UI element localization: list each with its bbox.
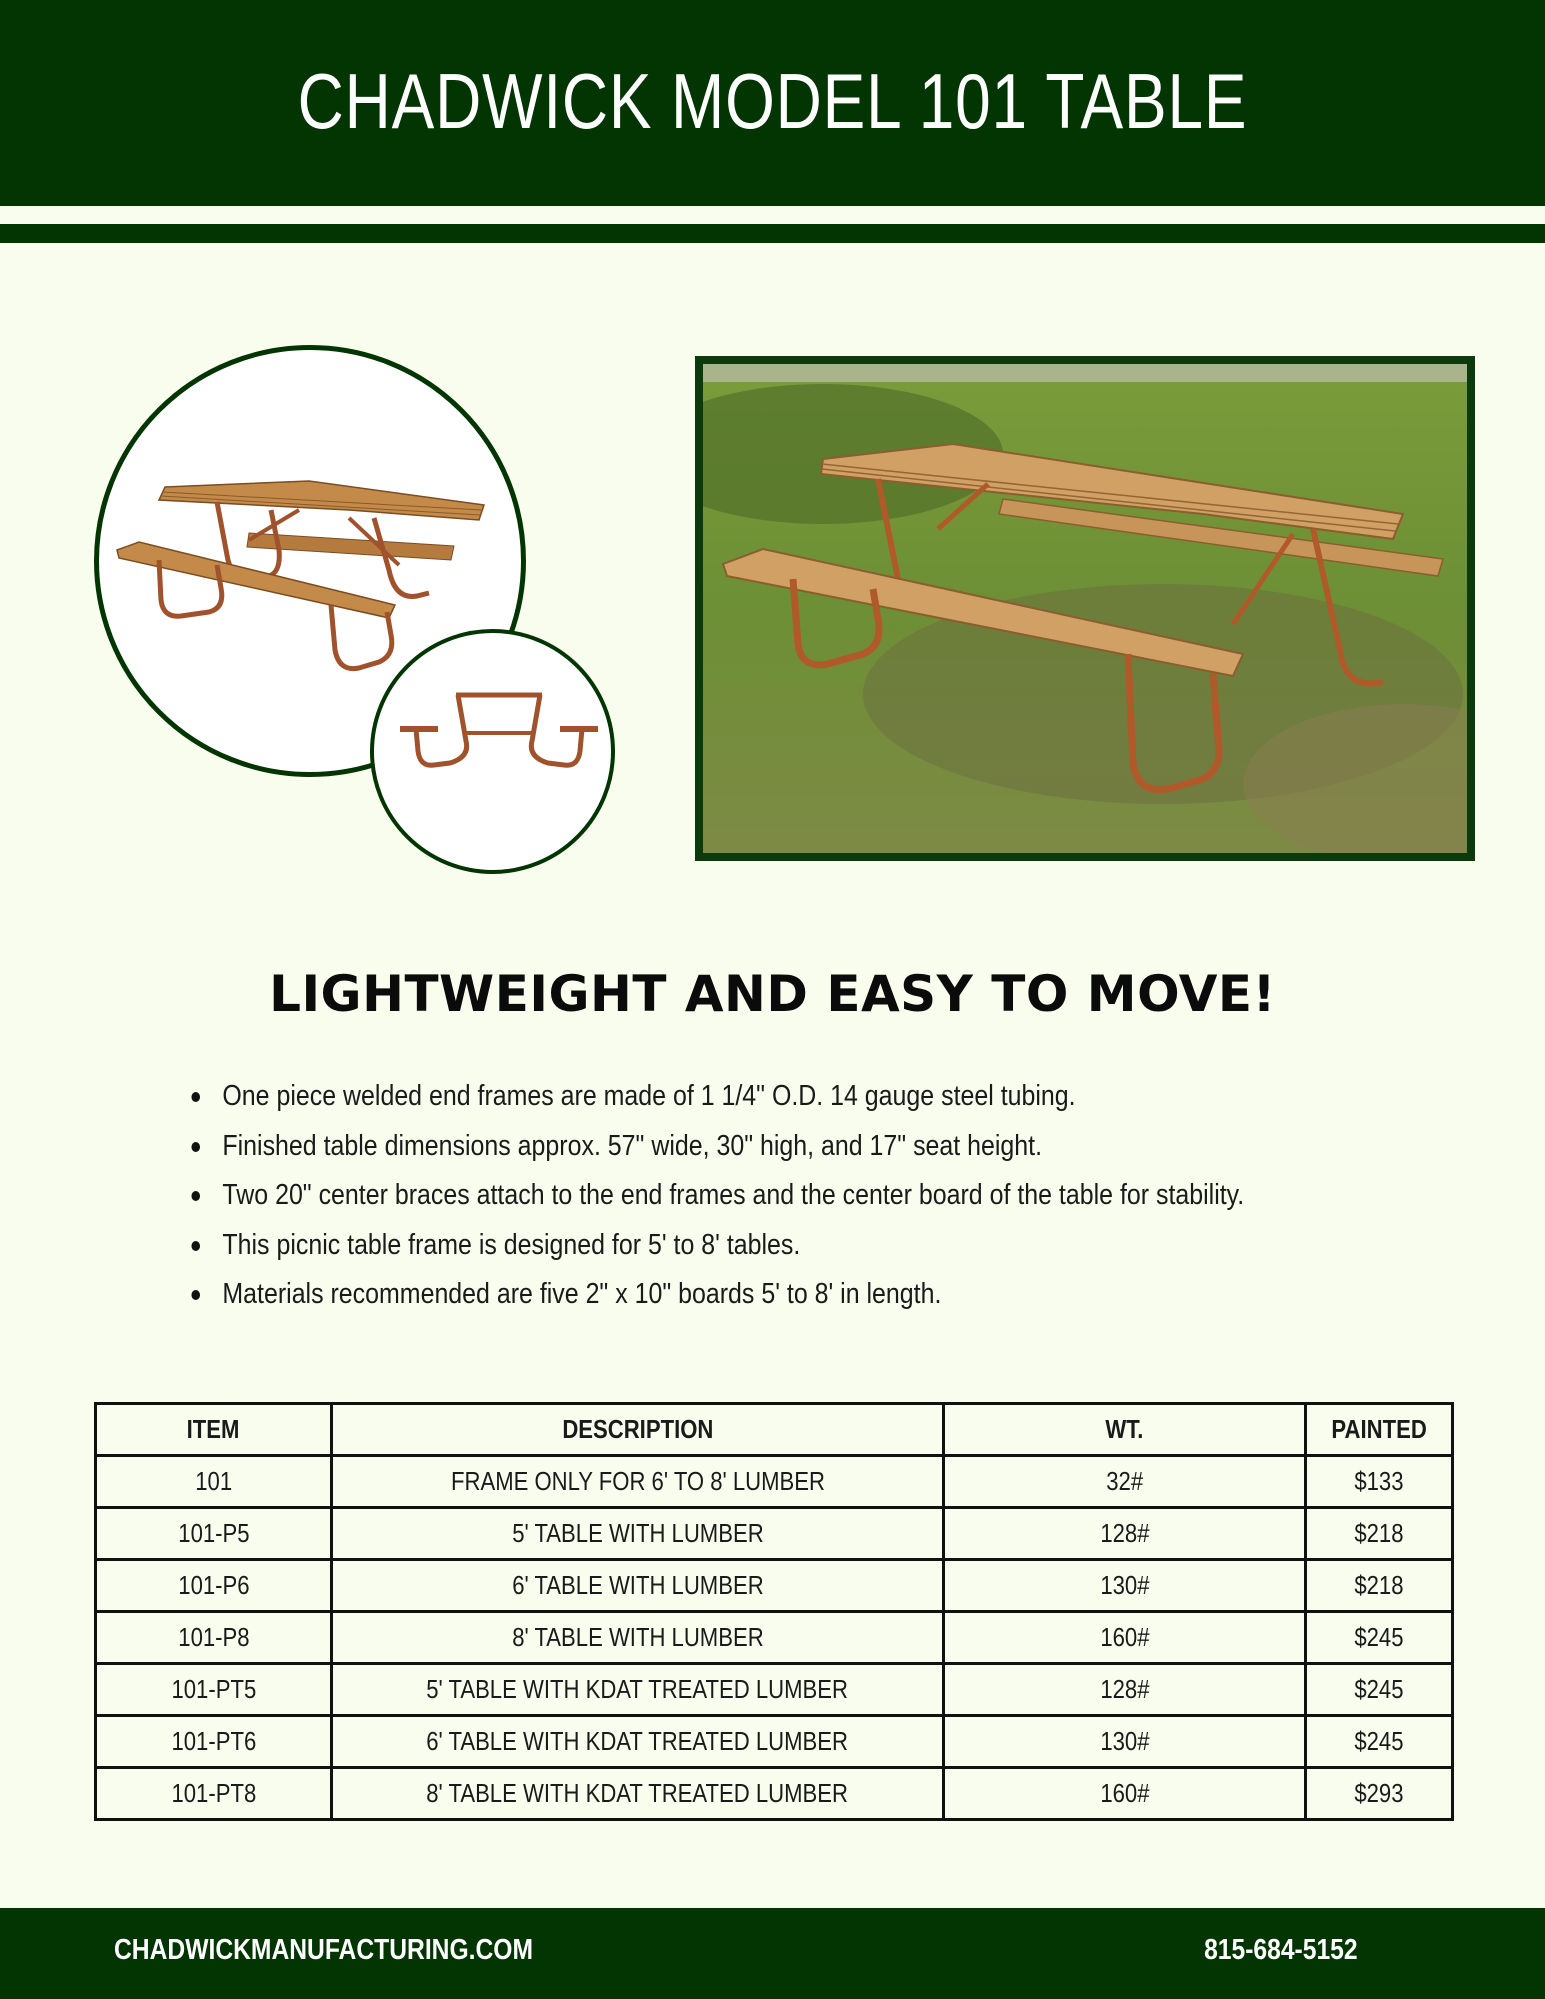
table-photo xyxy=(695,356,1475,861)
end-frame-circle xyxy=(370,629,615,874)
description-cell: 8' TABLE WITH LUMBER xyxy=(332,1612,944,1664)
weight-cell: 130# xyxy=(944,1560,1306,1612)
feature-item xyxy=(188,1072,1244,1122)
price-table xyxy=(94,1402,1454,1821)
description-cell: FRAME ONLY FOR 6' TO 8' LUMBER xyxy=(332,1456,944,1508)
table-row xyxy=(96,1664,1453,1716)
item-cell: 101-P5 xyxy=(96,1508,332,1560)
table-row xyxy=(96,1560,1453,1612)
item-cell: 101 xyxy=(96,1456,332,1508)
weight-cell: 128# xyxy=(944,1664,1306,1716)
phone-number[interactable]: 815-684-5152 xyxy=(1204,1934,1358,1966)
price-cell: $245 xyxy=(1306,1664,1453,1716)
weight-cell: 32# xyxy=(944,1456,1306,1508)
page-title: CHADWICK MODEL 101 TABLE xyxy=(297,57,1248,145)
description-cell: 6' TABLE WITH KDAT TREATED LUMBER xyxy=(332,1716,944,1768)
description-cell: 8' TABLE WITH KDAT TREATED LUMBER xyxy=(332,1768,944,1820)
price-cell: $218 xyxy=(1306,1508,1453,1560)
feature-text: This picnic table frame is designed for 5' to 8' tables. xyxy=(222,1228,801,1261)
feature-item xyxy=(188,1270,1244,1320)
price-cell: $293 xyxy=(1306,1768,1453,1820)
price-cell: $245 xyxy=(1306,1612,1453,1664)
column-header-description: DESCRIPTION xyxy=(332,1404,944,1456)
column-header-painted: PAINTED xyxy=(1306,1404,1453,1456)
item-cell: 101-PT5 xyxy=(96,1664,332,1716)
column-header-item: ITEM xyxy=(96,1404,332,1456)
price-cell: $218 xyxy=(1306,1560,1453,1612)
website-link[interactable]: CHADWICKMANUFACTURING.COM xyxy=(114,1934,534,1966)
feature-item xyxy=(188,1171,1244,1221)
bullet-icon xyxy=(191,1092,200,1102)
feature-list xyxy=(188,1072,1416,1320)
description-cell: 5' TABLE WITH LUMBER xyxy=(332,1508,944,1560)
bullet-icon xyxy=(191,1191,200,1201)
bullet-icon xyxy=(191,1290,200,1300)
weight-cell: 130# xyxy=(944,1716,1306,1768)
header-stripe xyxy=(0,224,1545,243)
feature-text: One piece welded end frames are made of 1 1/4" O.D. 14 gauge steel tubing. xyxy=(222,1080,1076,1112)
feature-text: Two 20" center braces attach to the end frames and the center board of the table for stability. xyxy=(222,1179,1245,1211)
bullet-icon xyxy=(191,1142,200,1152)
weight-cell: 160# xyxy=(944,1612,1306,1664)
bullet-icon xyxy=(191,1241,200,1251)
picnic-table-on-grass-photo xyxy=(703,364,1467,853)
table-header-row xyxy=(96,1404,1453,1456)
description-cell: 5' TABLE WITH KDAT TREATED LUMBER xyxy=(332,1664,944,1716)
table-row xyxy=(96,1456,1453,1508)
feature-item xyxy=(188,1221,1244,1271)
weight-cell: 128# xyxy=(944,1508,1306,1560)
table-row xyxy=(96,1716,1453,1768)
item-cell: 101-P6 xyxy=(96,1560,332,1612)
feature-item xyxy=(188,1122,1244,1172)
item-cell: 101-PT8 xyxy=(96,1768,332,1820)
table-row xyxy=(96,1508,1453,1560)
feature-text: Materials recommended are five 2" x 10" boards 5' to 8' in length. xyxy=(222,1278,942,1310)
item-cell: 101-PT6 xyxy=(96,1716,332,1768)
table-row xyxy=(96,1768,1453,1820)
description-cell: 6' TABLE WITH LUMBER xyxy=(332,1560,944,1612)
column-header-weight: WT. xyxy=(944,1404,1306,1456)
price-cell: $133 xyxy=(1306,1456,1453,1508)
table-row xyxy=(96,1612,1453,1664)
weight-cell: 160# xyxy=(944,1768,1306,1820)
end-frame-illustration xyxy=(374,633,615,874)
headline: LIGHTWEIGHT AND EASY TO MOVE! xyxy=(269,965,1276,1023)
feature-text: Finished table dimensions approx. 57" wide, 30" high, and 17" seat height. xyxy=(222,1129,1043,1162)
item-cell: 101-P8 xyxy=(96,1612,332,1664)
price-cell: $245 xyxy=(1306,1716,1453,1768)
